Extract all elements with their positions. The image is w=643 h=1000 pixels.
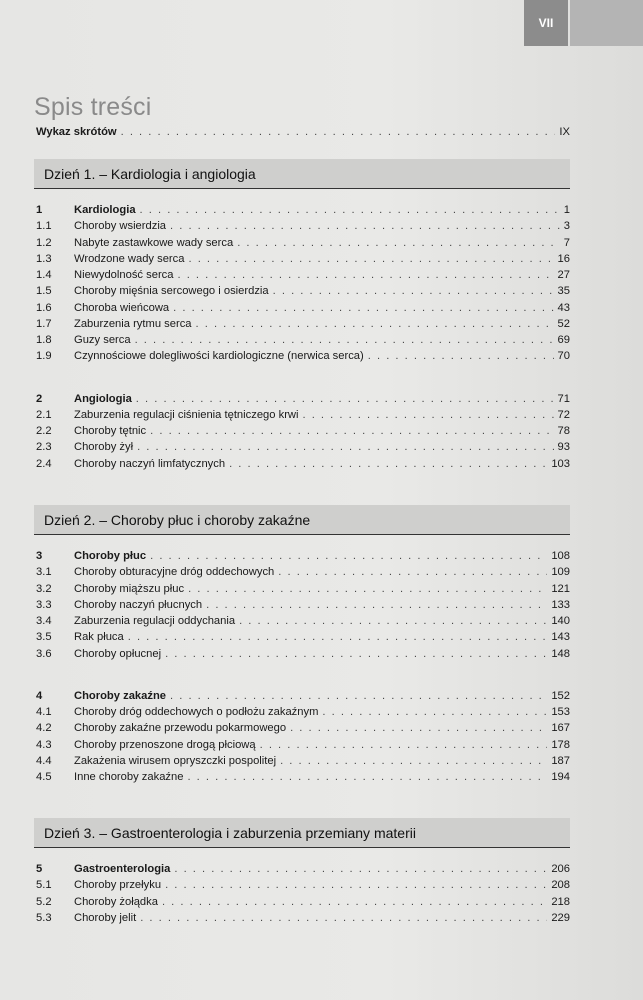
- toc-entry-title: Rak płuca: [74, 631, 124, 644]
- dot-leader: [260, 737, 548, 753]
- toc-section-entry: [36, 597, 570, 613]
- toc-entry-page: 93: [557, 441, 570, 454]
- dot-leader: [174, 861, 547, 877]
- toc-section-entry: [36, 218, 570, 234]
- toc-entry-title: Choroby mięśnia sercowego i osierdzia: [74, 285, 269, 298]
- toc-entry-page: 229: [551, 911, 570, 924]
- toc-section-entry: [36, 581, 570, 597]
- toc-entry-page: 133: [551, 598, 570, 611]
- toc-entry-number: 2.3: [36, 441, 52, 454]
- toc-entry-title: Choroby dróg oddechowych o podłożu zakaźnym: [74, 706, 319, 718]
- toc-entry-title: Niewydolność serca: [74, 269, 174, 281]
- toc-entry-title: Gastroenterologia: [74, 863, 171, 875]
- dot-leader: [237, 235, 560, 251]
- dot-leader: [137, 439, 553, 455]
- toc-entry-number: 1.6: [36, 301, 52, 314]
- dot-leader: [302, 407, 553, 423]
- toc-entry-page: 194: [551, 771, 570, 783]
- toc-chapter-entry: [36, 548, 570, 564]
- dot-leader: [188, 581, 547, 597]
- toc-entry-title: Choroby wsierdzia: [74, 220, 167, 233]
- toc-section-entry: [36, 894, 570, 910]
- dot-leader: [162, 894, 547, 910]
- toc-entry-page: 178: [551, 738, 570, 751]
- toc-entry-number: 3.4: [36, 615, 52, 627]
- toc-section-entry: [36, 423, 570, 439]
- dot-leader: [121, 124, 556, 140]
- toc-entry-page: 16: [557, 252, 570, 265]
- toc-entry-page: 108: [551, 550, 570, 562]
- toc-front-matter-entry: [36, 124, 570, 140]
- toc-entry-number: 3.5: [36, 631, 52, 644]
- toc-entry-title: Wykaz skrótów: [36, 126, 117, 138]
- toc-chapter-entry: [36, 391, 570, 407]
- dot-leader: [135, 332, 554, 348]
- toc-entry-title: Kardiologia: [74, 204, 136, 216]
- toc-entry-page: 121: [551, 582, 570, 595]
- toc-entry-page: 208: [551, 879, 570, 892]
- toc-section-entry: [36, 737, 570, 753]
- page-title: Spis treści: [34, 92, 152, 121]
- toc-entry-title: Choroby przenoszone drogą płciową: [74, 738, 256, 751]
- toc-entry-title: Choroby przełyku: [74, 879, 162, 892]
- toc-entry-number: 2.2: [36, 425, 52, 437]
- toc-entry-title: Choroby naczyń limfatycznych: [74, 457, 226, 470]
- toc-entry-page: 78: [557, 425, 570, 437]
- toc-entry-number: 4.1: [36, 706, 52, 718]
- toc-section-entry: [36, 769, 570, 785]
- toc-entry-title: Zakażenia wirusem opryszczki pospolitej: [74, 754, 277, 767]
- toc-section-entry: [36, 629, 570, 645]
- toc-entry-page: 143: [551, 631, 570, 644]
- toc-entry-title: Angiologia: [74, 392, 132, 405]
- toc-section-entry: [36, 456, 570, 472]
- toc-entry-page: 71: [557, 392, 570, 405]
- toc-entry-title: Zaburzenia regulacji oddychania: [74, 615, 236, 627]
- page-tab-extension: [570, 0, 643, 46]
- dot-leader: [178, 267, 554, 283]
- toc-entry-number: 2: [36, 392, 43, 405]
- toc-entry-page: 3: [563, 220, 570, 233]
- toc-entry-page: 152: [551, 689, 570, 702]
- toc-entry-title: Choroby obturacyjne dróg oddechowych: [74, 566, 275, 579]
- toc-entry-page: 206: [551, 863, 570, 875]
- toc-entry-page: 187: [551, 754, 570, 767]
- toc-entry-page: 35: [557, 285, 570, 298]
- dot-leader: [140, 202, 560, 218]
- dot-leader: [165, 646, 547, 662]
- toc-entry-number: 4.5: [36, 771, 52, 783]
- dot-leader: [188, 251, 553, 267]
- dot-leader: [229, 456, 547, 472]
- dot-leader: [170, 218, 560, 234]
- dot-leader: [196, 316, 554, 332]
- toc-entry-title: Inne choroby zakaźne: [74, 771, 184, 783]
- dot-leader: [206, 597, 547, 613]
- toc-section-entry: [36, 267, 570, 283]
- dot-leader: [150, 423, 553, 439]
- toc-section-entry: [36, 235, 570, 251]
- dot-leader: [150, 548, 547, 564]
- toc-entry-number: 1.5: [36, 285, 52, 298]
- toc-entry-number: 1.3: [36, 252, 52, 265]
- toc-entry-title: Guzy serca: [74, 334, 131, 346]
- toc-section-entry: [36, 910, 570, 926]
- toc-entry-title: Choroby żył: [74, 441, 134, 454]
- dot-leader: [173, 300, 553, 316]
- dot-leader: [170, 688, 547, 704]
- toc-entry-page: 43: [557, 301, 570, 314]
- toc-section-entry: [36, 332, 570, 348]
- dot-leader: [239, 613, 547, 629]
- toc-entry-number: 4.3: [36, 738, 52, 751]
- toc-entry-title: Choroby miąższu płuc: [74, 582, 185, 595]
- toc-chapter-entry: [36, 688, 570, 704]
- toc-entry-number: 2.4: [36, 457, 52, 470]
- toc-entry-number: 3.3: [36, 598, 52, 611]
- toc-section-entry: [36, 251, 570, 267]
- toc-entry-number: 2.1: [36, 408, 52, 421]
- toc-entry-page: 69: [557, 334, 570, 346]
- dot-leader: [278, 564, 547, 580]
- toc-entry-number: 5.3: [36, 911, 52, 924]
- toc-entry-number: 1.8: [36, 334, 52, 346]
- toc-entry-title: Choroby opłucnej: [74, 647, 162, 660]
- toc-section-entry: [36, 704, 570, 720]
- page-number-tab: VII: [524, 0, 568, 46]
- dot-leader: [136, 391, 554, 407]
- toc-entry-page: 103: [551, 457, 570, 470]
- toc-entry-number: 1.2: [36, 236, 52, 249]
- toc-entry-title: Choroby zakaźne przewodu pokarmowego: [74, 722, 287, 735]
- toc-entry-title: Czynnościowe dolegliwości kardiologiczne (nerwica serca): [74, 350, 364, 363]
- toc-entry-number: 3.1: [36, 566, 52, 579]
- toc-entry-page: 153: [551, 706, 570, 718]
- toc-entry-title: Choroba wieńcowa: [74, 301, 170, 314]
- toc-entry-page: 109: [551, 566, 570, 579]
- toc-section-entry: [36, 646, 570, 662]
- dot-leader: [290, 720, 547, 736]
- day-section-header: Dzień 3. – Gastroenterologia i zaburzenia przemiany materii: [34, 818, 570, 848]
- dot-leader: [368, 348, 554, 364]
- toc-entry-number: 5: [36, 863, 43, 875]
- toc-section-entry: [36, 300, 570, 316]
- toc-entry-title: Nabyte zastawkowe wady serca: [74, 236, 234, 249]
- toc-entry-number: 1.7: [36, 317, 52, 330]
- toc-entry-number: 1: [36, 204, 43, 216]
- toc-entry-title: Zaburzenia regulacji ciśnienia tętniczego krwi: [74, 408, 299, 421]
- toc-section-entry: [36, 613, 570, 629]
- toc-section-entry: [36, 316, 570, 332]
- toc-entry-number: 1.1: [36, 220, 52, 233]
- toc-entry-page: 140: [551, 615, 570, 627]
- dot-leader: [165, 877, 547, 893]
- toc-section-entry: [36, 564, 570, 580]
- toc-section-entry: [36, 407, 570, 423]
- toc-entry-number: 3: [36, 550, 43, 562]
- toc-entry-title: Zaburzenia rytmu serca: [74, 317, 192, 330]
- toc-chapter-entry: [36, 202, 570, 218]
- toc-entry-number: 1.9: [36, 350, 52, 363]
- dot-leader: [140, 910, 547, 926]
- toc-entry-number: 4: [36, 689, 43, 702]
- toc-entry-number: 5.2: [36, 895, 52, 908]
- toc-entry-number: 1.4: [36, 269, 52, 281]
- toc-section-entry: [36, 877, 570, 893]
- toc-entry-page: 148: [551, 647, 570, 660]
- dot-leader: [273, 283, 554, 299]
- toc-chapter-entry: [36, 861, 570, 877]
- toc-section-entry: [36, 348, 570, 364]
- toc-entry-title: Choroby jelit: [74, 911, 137, 924]
- dot-leader: [322, 704, 547, 720]
- toc-entry-page: 70: [557, 350, 570, 363]
- toc-entry-title: Choroby naczyń płucnych: [74, 598, 203, 611]
- toc-entry-title: Choroby żołądka: [74, 895, 158, 908]
- toc-entry-number: 3.6: [36, 647, 52, 660]
- toc-entry-page: 7: [563, 236, 570, 249]
- dot-leader: [128, 629, 548, 645]
- toc-entry-number: 5.1: [36, 879, 52, 892]
- toc-entry-number: 4.2: [36, 722, 52, 735]
- toc-entry-page: 27: [557, 269, 570, 281]
- toc-section-entry: [36, 753, 570, 769]
- toc-section-entry: [36, 439, 570, 455]
- toc-section-entry: [36, 720, 570, 736]
- toc-entry-title: Wrodzone wady serca: [74, 252, 185, 265]
- toc-section-entry: [36, 283, 570, 299]
- toc-entry-page: IX: [559, 126, 570, 138]
- toc-entry-page: 52: [557, 317, 570, 330]
- day-section-header: Dzień 1. – Kardiologia i angiologia: [34, 159, 570, 189]
- day-section-header: Dzień 2. – Choroby płuc i choroby zakaźne: [34, 505, 570, 535]
- toc-entry-number: 3.2: [36, 582, 52, 595]
- toc-entry-number: 4.4: [36, 754, 52, 767]
- toc-entry-page: 167: [551, 722, 570, 735]
- toc-entry-page: 72: [557, 408, 570, 421]
- toc-entry-title: Choroby tętnic: [74, 425, 147, 437]
- toc-entry-title: Choroby zakaźne: [74, 689, 167, 702]
- toc-entry-page: 218: [551, 895, 570, 908]
- toc-entry-title: Choroby płuc: [74, 550, 147, 562]
- toc-entry-page: 1: [563, 204, 570, 216]
- dot-leader: [187, 769, 547, 785]
- dot-leader: [280, 753, 547, 769]
